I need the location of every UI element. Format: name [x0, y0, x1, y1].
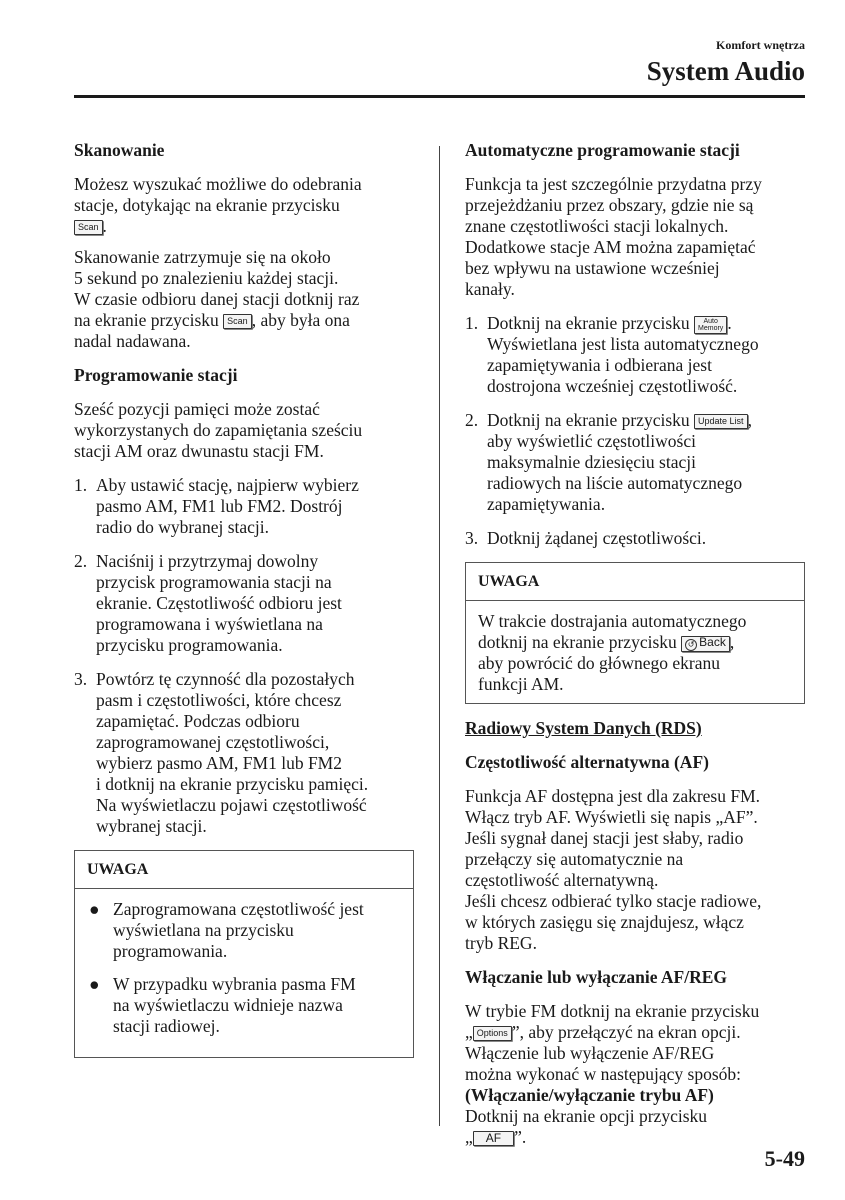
- note-line: programowania.: [113, 941, 228, 961]
- page-title: System Audio: [646, 56, 805, 86]
- step-line: zapamiętać. Podczas odbioru: [96, 711, 300, 731]
- af-paragraph: [465, 786, 805, 954]
- program-intro: [74, 399, 414, 462]
- scan-button[interactable]: Scan: [74, 220, 103, 235]
- step-line: radio do wybranej stacji.: [96, 517, 270, 537]
- scan-text-line: nadal nadawana.: [74, 331, 191, 351]
- note-box: [465, 562, 805, 704]
- step-number: 2.: [465, 410, 479, 430]
- scan-paragraph-2: [74, 247, 414, 352]
- step-line: [487, 313, 805, 334]
- note-line: wyświetlana na przycisku: [113, 920, 294, 940]
- step-fragment: Dotknij na ekranie przycisku: [487, 313, 695, 333]
- step-line: Aby ustawić stację, najpierw wybierz: [96, 475, 359, 495]
- note-title: UWAGA: [466, 563, 804, 601]
- scan-text-line: W czasie odbioru danej stacji dotknij raz: [74, 289, 360, 309]
- step-line: pasm i częstotliwości, które chcesz: [96, 690, 342, 710]
- note-line: W trakcie dostrajania automatycznego: [478, 611, 747, 631]
- program-step: [74, 551, 414, 656]
- afreg-subheading: (Włączanie/wyłączanie trybu AF): [465, 1085, 714, 1105]
- note-line: Zaprogramowana częstotliwość jest: [113, 899, 364, 919]
- note-item-text: [113, 899, 364, 962]
- step-line: Powtórz tę czynność dla pozostałych: [96, 669, 355, 689]
- scan-text-line: [74, 310, 414, 331]
- af-line: Jeśli chcesz odbierać tylko stacje radiowe,: [465, 891, 762, 911]
- note-item: [87, 974, 401, 1037]
- step-line: przycisk programowania stacji na: [96, 572, 332, 592]
- step-line: programowana i wyświetlana na: [96, 614, 323, 634]
- scan-text-line: Możesz wyszukać możliwe do odebrania: [74, 174, 362, 194]
- auto-memory-label: Auto: [703, 317, 718, 325]
- afreg-fragment: ”, aby przełączyć na ekran opcji.: [511, 1022, 741, 1042]
- note-list: [87, 899, 401, 1037]
- af-line: tryb REG.: [465, 933, 537, 953]
- bullet-icon: ●: [89, 974, 100, 994]
- af-line: Jeśli sygnał danej stacji jest słaby, radio: [465, 828, 744, 848]
- note-item-text: [113, 974, 356, 1037]
- af-line: częstotliwość alternatywną.: [465, 870, 659, 890]
- step-text: [487, 313, 805, 397]
- program-intro-line: wykorzystanych do zapamiętania sześciu: [74, 420, 363, 440]
- step-line: zaprogramowanej częstotliwości,: [96, 732, 330, 752]
- afreg-line: [465, 1127, 805, 1148]
- afreg-line: W trybie FM dotknij na ekranie przycisku: [465, 1001, 760, 1021]
- step-text: [96, 669, 414, 837]
- step-line: [487, 410, 805, 431]
- step-line: Naciśnij i przytrzymaj dowolny: [96, 551, 319, 571]
- step-number: 2.: [74, 551, 88, 571]
- auto-intro: [465, 174, 805, 300]
- step-line: wybierz pasmo AM, FM1 lub FM2: [96, 753, 342, 773]
- note-body: [75, 889, 413, 1057]
- auto-memory-label: Memory: [698, 324, 724, 332]
- program-steps: [74, 475, 414, 837]
- note-title: UWAGA: [75, 851, 413, 889]
- auto-intro-line: kanały.: [465, 279, 515, 299]
- scan-text-fragment: , aby była ona: [251, 310, 350, 330]
- right-column: [465, 140, 805, 1161]
- step-line: aby wyświetlić częstotliwości: [487, 431, 696, 451]
- program-heading: Programowanie stacji: [74, 365, 238, 385]
- auto-step: [465, 528, 805, 549]
- auto-steps: [465, 313, 805, 549]
- step-line: dostrojona wcześniej częstotliwość.: [487, 376, 738, 396]
- scan-text-line: Skanowanie zatrzymuje się na około: [74, 247, 331, 267]
- scan-paragraph: [74, 174, 414, 237]
- afreg-fragment: „: [465, 1022, 473, 1042]
- afreg-line: Dotknij na ekranie opcji przycisku: [465, 1106, 708, 1126]
- update-list-button[interactable]: Update List: [694, 414, 748, 429]
- note-line: na wyświetlaczu widnieje nazwa: [113, 995, 343, 1015]
- auto-heading: Automatyczne programowanie stacji: [465, 140, 740, 160]
- step-line: ekranie. Częstotliwość odbioru jest: [96, 593, 342, 613]
- step-line: zapamiętywania.: [487, 494, 606, 514]
- note-box: [74, 850, 414, 1058]
- auto-intro-line: Funkcja ta jest szczególnie przydatna przy: [465, 174, 762, 194]
- options-button[interactable]: Options: [473, 1026, 512, 1041]
- step-line: zapamiętywania i odbierana jest: [487, 355, 712, 375]
- auto-step: [465, 313, 805, 397]
- auto-step: [465, 410, 805, 515]
- afreg-fragment: ”.: [514, 1127, 527, 1147]
- scan-text-line: 5 sekund po znalezieniu każdej stacji.: [74, 268, 339, 288]
- afreg-line: [465, 1022, 805, 1043]
- afreg-line: można wykonać w następujący sposób:: [465, 1064, 742, 1084]
- af-line: w których zasięgu się znajdujesz, włącz: [465, 912, 744, 932]
- auto-intro-line: bez wpływu na ustawione wcześniej: [465, 258, 720, 278]
- step-text: Dotknij żądanej częstotliwości.: [487, 528, 707, 548]
- step-text: [487, 410, 805, 515]
- program-step: [74, 669, 414, 837]
- scan-text-line: [74, 216, 414, 237]
- auto-memory-button[interactable]: [694, 316, 727, 334]
- step-line: i dotknij na ekranie przycisku pamięci.: [96, 774, 369, 794]
- afreg-line: Włączenie lub wyłączenie AF/REG: [465, 1043, 715, 1063]
- step-line: radiowych na liście automatycznego: [487, 473, 743, 493]
- back-arrow-icon: ↺: [685, 639, 697, 651]
- auto-intro-line: Dodatkowe stacje AM można zapamiętać: [465, 237, 756, 257]
- step-text: [96, 475, 414, 538]
- scan-text-fragment: .: [102, 216, 107, 236]
- step-line: maksymalnie dziesięciu stacji: [487, 452, 696, 472]
- auto-intro-line: znane częstotliwości stacji lokalnych.: [465, 216, 729, 236]
- step-line: Wyświetlana jest lista automatycznego: [487, 334, 759, 354]
- step-fragment: .: [727, 313, 732, 333]
- note-item: [87, 899, 401, 962]
- header-rule: [74, 95, 805, 98]
- step-line: Na wyświetlaczu pojawi częstotliwość: [96, 795, 367, 815]
- af-button[interactable]: AF: [473, 1131, 514, 1146]
- step-text: [96, 551, 414, 656]
- rds-heading: Radiowy System Danych (RDS): [465, 718, 702, 738]
- program-intro-line: stacji AM oraz dwunastu stacji FM.: [74, 441, 324, 461]
- page-number: 5-49: [764, 1146, 805, 1171]
- auto-intro-line: przejeżdżaniu przez obszary, gdzie nie są: [465, 195, 754, 215]
- step-fragment: Dotknij na ekranie przycisku: [487, 410, 695, 430]
- af-line: Włącz tryb AF. Wyświetli się napis „AF”.: [465, 807, 758, 827]
- step-number: 1.: [74, 475, 88, 495]
- step-fragment: ,: [747, 410, 752, 430]
- scan-text-line: stacje, dotykając na ekranie przycisku: [74, 195, 340, 215]
- scan-heading: Skanowanie: [74, 140, 165, 160]
- afreg-fragment: „: [465, 1127, 473, 1147]
- back-button[interactable]: [681, 636, 730, 652]
- column-divider: [439, 146, 440, 1126]
- scan-text-fragment: na ekranie przycisku: [74, 310, 224, 330]
- af-heading: Częstotliwość alternatywna (AF): [465, 752, 709, 772]
- step-number: 3.: [74, 669, 88, 689]
- note-line: [478, 632, 792, 653]
- program-intro-line: Sześć pozycji pamięci może zostać: [74, 399, 320, 419]
- afreg-heading: Włączanie lub wyłączanie AF/REG: [465, 967, 728, 987]
- left-column: [74, 140, 414, 1072]
- step-number: 3.: [465, 528, 479, 548]
- note-line: aby powrócić do głównego ekranu: [478, 653, 721, 673]
- note-line: funkcji AM.: [478, 674, 564, 694]
- scan-button[interactable]: Scan: [223, 314, 252, 329]
- step-line: wybranej stacji.: [96, 816, 207, 836]
- program-step: [74, 475, 414, 538]
- step-number: 1.: [465, 313, 479, 333]
- note-body: [466, 601, 804, 703]
- note-fragment: dotknij na ekranie przycisku: [478, 632, 682, 652]
- af-line: przełączy się automatycznie na: [465, 849, 684, 869]
- note-line: W przypadku wybrania pasma FM: [113, 974, 356, 994]
- note-line: stacji radiowej.: [113, 1016, 220, 1036]
- afreg-paragraph: [465, 1001, 805, 1148]
- bullet-icon: ●: [89, 899, 100, 919]
- back-button-label: Back: [699, 634, 726, 649]
- header-section-label: Komfort wnętrza: [716, 38, 805, 52]
- step-line: pasmo AM, FM1 lub FM2. Dostrój: [96, 496, 343, 516]
- step-line: przycisku programowania.: [96, 635, 283, 655]
- af-line: Funkcja AF dostępna jest dla zakresu FM.: [465, 786, 761, 806]
- note-fragment: ,: [729, 632, 735, 652]
